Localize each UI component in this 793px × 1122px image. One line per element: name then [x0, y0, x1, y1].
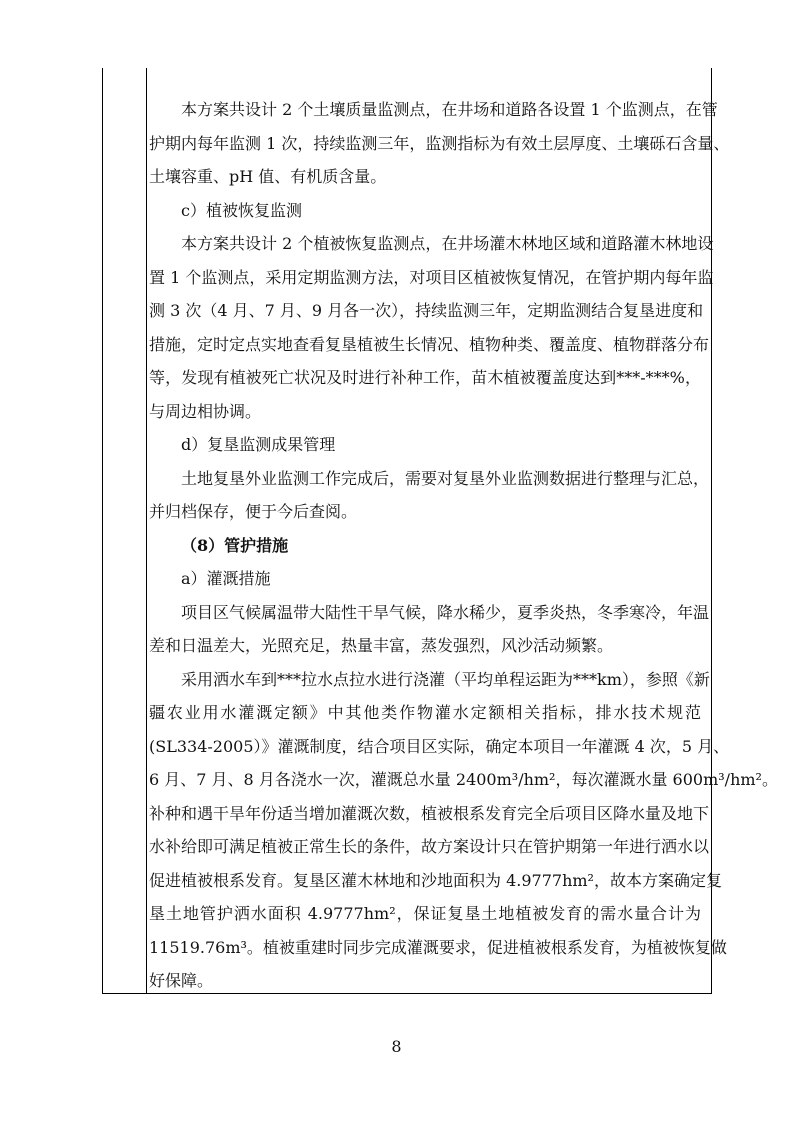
paragraph-line: 垦土地管护洒水面积 4.9777hm²，保证复垦土地植被发育的需水量合计为 — [149, 904, 701, 923]
paragraph-line: 等，发现有植被死亡状况及时进行补种工作，苗木植被覆盖度达到***-***%， — [149, 368, 701, 387]
paragraph-line: 好保障。 — [149, 971, 214, 990]
paragraph-line: 测 3 次（4 月、7 月、9 月各一次），持续监测三年，定期监测结合复垦进度和 — [149, 301, 704, 320]
paragraph-line: 本方案共设计 2 个土壤质量监测点，在井场和道路各设置 1 个监测点，在管 — [181, 100, 718, 119]
paragraph-line: 土地复垦外业监测工作完成后，需要对复垦外业监测数据进行整理与汇总， — [181, 468, 710, 488]
paragraph-line: 与周边相协调。 — [149, 401, 262, 421]
paragraph-line: 本方案共设计 2 个植被恢复监测点，在井场灌木林地区域和道路灌木林地设 — [181, 234, 714, 253]
paragraph-line: 疆农业用水灌溉定额》中其他类作物灌水定额相关指标，排水技术规范 — [149, 703, 701, 722]
paragraph-line: 并归档保存，便于今后查阅。 — [149, 502, 358, 521]
document-body — [149, 93, 778, 998]
paragraph-line: 补种和遇干旱年份适当增加灌溉次数，植被根系发育完全后项目区降水量及地下 — [149, 803, 710, 823]
paragraph-line: 6 月、7 月、8 月各浇水一次，灌溉总水量 2400m³/hm²，每次灌溉水量 600m³/hm²。 — [149, 770, 778, 789]
subheading-monitoring-results: d）复垦监测成果管理 — [181, 435, 336, 454]
paragraph-line: 采用洒水车到***拉水点拉水进行浇灌（平均单程运距为***km），参照《新 — [181, 669, 710, 689]
section-heading-management: （8）管护措施 — [181, 535, 289, 555]
paragraph-line: 项目区气候属温带大陆性干旱气候，降水稀少，夏季炎热，冬季寒冷，年温 — [181, 602, 710, 622]
paragraph-line: (SL334-2005）》灌溉制度，结合项目区实际，确定本项目一年灌溉 4 次，5 月、 — [149, 736, 730, 756]
paragraph-line: 土壤容重、pH 值、有机质含量。 — [149, 167, 387, 186]
paragraph-line: 促进植被根系发育。复垦区灌木林地和沙地面积为 4.9777hm²，故本方案确定复 — [149, 870, 722, 890]
column-divider — [146, 68, 147, 994]
paragraph-line: 11519.76m³。植被重建时同步完成灌溉要求，促进植被根系发育，为植被恢复做 — [149, 937, 727, 957]
subheading-irrigation: a）灌溉措施 — [181, 569, 271, 588]
page-number: 8 — [391, 1037, 402, 1056]
paragraph-line: 水补给即可满足植被正常生长的条件，故方案设计只在管护期第一年进行洒水以 — [149, 837, 710, 856]
paragraph-line: 护期内每年监测 1 次，持续监测三年，监测指标为有效土层厚度、土壤砾石含量、 — [149, 133, 730, 153]
paragraph-line: 置 1 个监测点，采用定期监测方法，对项目区植被恢复情况，在管护期内每年监 — [149, 267, 714, 287]
paragraph-line: 差和日温差大，光照充足，热量丰富，蒸发强烈，风沙活动频繁。 — [149, 636, 614, 655]
paragraph-line: 措施，定时定点实地查看复垦植被生长情况、植物种类、覆盖度、植物群落分布 — [149, 334, 710, 354]
subheading-vegetation-monitoring: c）植被恢复监测 — [181, 200, 302, 220]
